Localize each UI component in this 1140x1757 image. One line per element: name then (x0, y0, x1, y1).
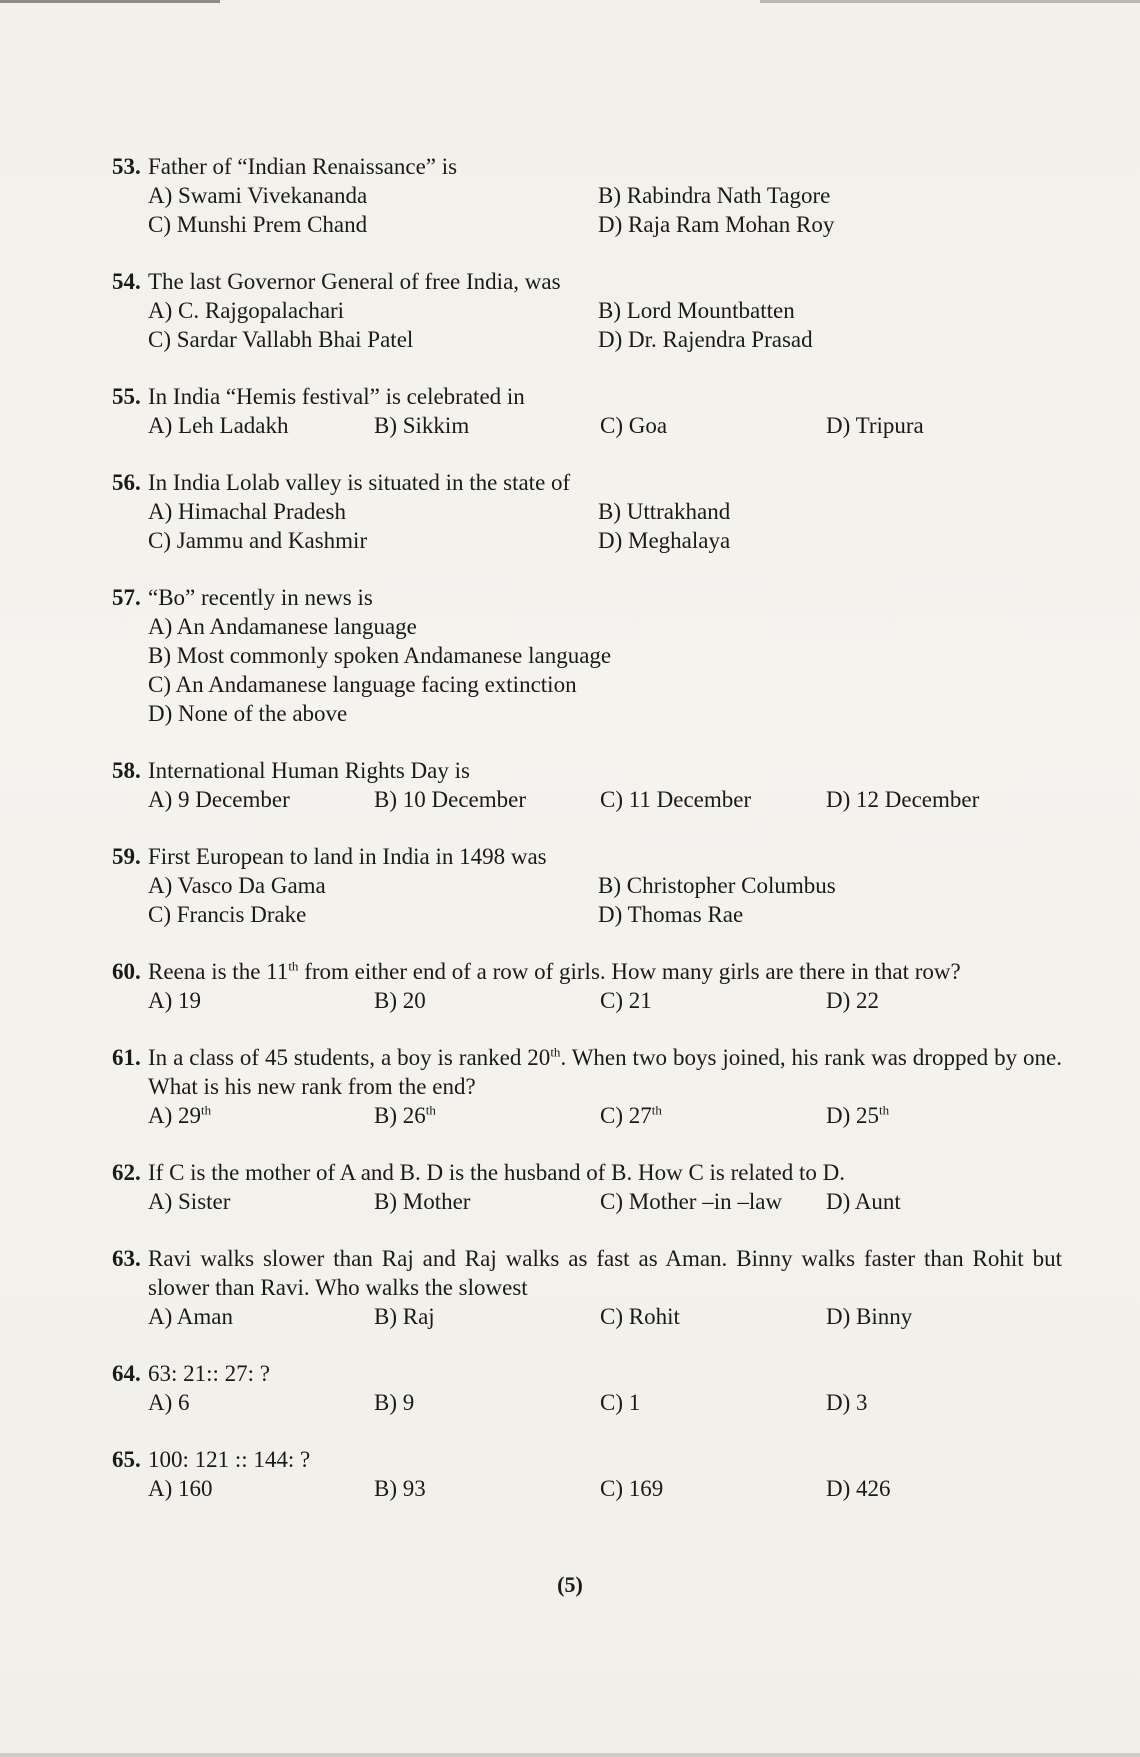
question-60 (112, 957, 1062, 1015)
option-a: A) Leh Ladakh (148, 413, 289, 438)
option-a: A) 6 (148, 1390, 190, 1415)
option-d: D) 426 (826, 1476, 891, 1501)
question-number: 59. (112, 844, 141, 869)
question-text: “Bo” recently in news is (148, 585, 373, 610)
scan-edge-top-right (760, 0, 1140, 3)
option-c: C) An Andamanese language facing extinction (148, 672, 577, 697)
question-57 (112, 583, 1062, 728)
question-text: The last Governor General of free India, was (148, 269, 561, 294)
option-b: B) Rabindra Nath Tagore (598, 183, 831, 208)
scan-edge-bottom (0, 1753, 1140, 1757)
option-d: D) Meghalaya (598, 528, 731, 553)
question-54 (112, 267, 1062, 354)
page-number: (5) (557, 1572, 583, 1597)
option-c: C) Goa (600, 413, 668, 438)
option-a: A) Sister (148, 1189, 231, 1214)
question-62 (112, 1158, 1062, 1216)
option-a: A) Swami Vivekananda (148, 183, 368, 208)
option-b: B) 26th (374, 1102, 436, 1128)
question-number: 63. (112, 1246, 141, 1271)
question-number: 53. (112, 154, 141, 179)
option-c: C) Rohit (600, 1304, 680, 1329)
option-b: B) Uttrakhand (598, 499, 731, 524)
option-d: D) 12 December (826, 787, 980, 812)
option-d: D) Thomas Rae (598, 902, 744, 927)
option-c: C) Mother –in –law (600, 1189, 783, 1214)
option-b: B) Lord Mountbatten (598, 298, 795, 323)
question-number: 56. (112, 470, 141, 495)
question-text: 63: 21:: 27: ? (148, 1361, 271, 1386)
question-number: 55. (112, 384, 141, 409)
question-text: Ravi walks slower than Raj and Raj walks as fast as Aman. Binny walks faster than Rohit but slower than Ravi. Who walks the slowest (148, 1246, 1062, 1300)
question-text: 100: 121 :: 144: ? (148, 1447, 311, 1472)
option-a: A) 29th (148, 1102, 212, 1128)
question-text: International Human Rights Day is (148, 758, 470, 783)
option-a: A) Aman (148, 1304, 233, 1329)
option-a: A) C. Rajgopalachari (148, 298, 345, 323)
option-d: D) Tripura (826, 413, 924, 438)
option-b: B) Christopher Columbus (598, 873, 836, 898)
option-a: A) An Andamanese language (148, 614, 417, 639)
option-a: A) 160 (148, 1476, 213, 1501)
option-d: D) Dr. Rajendra Prasad (598, 327, 813, 352)
option-a: A) 9 December (148, 787, 290, 812)
option-b: B) 10 December (374, 787, 526, 812)
option-d: D) None of the above (148, 701, 348, 726)
option-c: C) 21 (600, 988, 652, 1013)
option-b: B) 93 (374, 1476, 426, 1501)
question-list (112, 152, 1062, 1531)
question-56 (112, 468, 1062, 555)
option-c: C) Jammu and Kashmir (148, 528, 368, 553)
option-d: D) 3 (826, 1390, 868, 1415)
option-d: D) Raja Ram Mohan Roy (598, 212, 835, 237)
option-c: C) 27th (600, 1102, 662, 1128)
question-number: 62. (112, 1160, 141, 1185)
option-d: D) 25th (826, 1102, 890, 1128)
option-d: D) Binny (826, 1304, 913, 1329)
scan-edge-top-left (0, 0, 220, 3)
question-55 (112, 382, 1062, 440)
option-a: A) Himachal Pradesh (148, 499, 346, 524)
option-c: C) Sardar Vallabh Bhai Patel (148, 327, 414, 352)
question-text: Father of “Indian Renaissance” is (148, 154, 458, 179)
option-c: C) 169 (600, 1476, 664, 1501)
option-b: B) Sikkim (374, 413, 470, 438)
question-59 (112, 842, 1062, 929)
option-d: D) 22 (826, 988, 880, 1013)
option-c: C) Munshi Prem Chand (148, 212, 368, 237)
question-text: First European to land in India in 1498 was (148, 844, 547, 869)
question-65 (112, 1445, 1062, 1503)
option-a: A) Vasco Da Gama (148, 873, 326, 898)
question-number: 64. (112, 1361, 141, 1386)
question-text: If C is the mother of A and B. D is the husband of B. How C is related to D. (148, 1160, 845, 1185)
question-text: In a class of 45 students, a boy is ranked 20th. When two boys joined, his rank was dropped by one. What is his new rank from the end? (148, 1044, 1062, 1099)
option-a: A) 19 (148, 988, 202, 1013)
option-c: C) Francis Drake (148, 902, 307, 927)
question-number: 60. (112, 959, 141, 984)
question-53 (112, 152, 1062, 239)
option-d: D) Aunt (826, 1189, 901, 1214)
question-text: Reena is the 11th from either end of a row of girls. How many girls are there in that row? (148, 958, 961, 984)
question-61 (112, 1043, 1062, 1130)
question-text: In India Lolab valley is situated in the state of (148, 470, 571, 495)
option-c: C) 11 December (600, 787, 752, 812)
option-b: B) Mother (374, 1189, 471, 1214)
option-b: B) 9 (374, 1390, 415, 1415)
question-63 (112, 1244, 1062, 1331)
question-64 (112, 1359, 1062, 1417)
option-c: C) 1 (600, 1390, 641, 1415)
question-number: 54. (112, 269, 141, 294)
option-b: B) 20 (374, 988, 426, 1013)
option-b: B) Raj (374, 1304, 435, 1329)
question-number: 65. (112, 1447, 141, 1472)
question-text: In India “Hemis festival” is celebrated in (148, 384, 525, 409)
question-58 (112, 756, 1062, 814)
option-b: B) Most commonly spoken Andamanese language (148, 643, 612, 668)
question-number: 57. (112, 585, 141, 610)
question-number: 58. (112, 758, 141, 783)
question-number: 61. (112, 1045, 141, 1070)
